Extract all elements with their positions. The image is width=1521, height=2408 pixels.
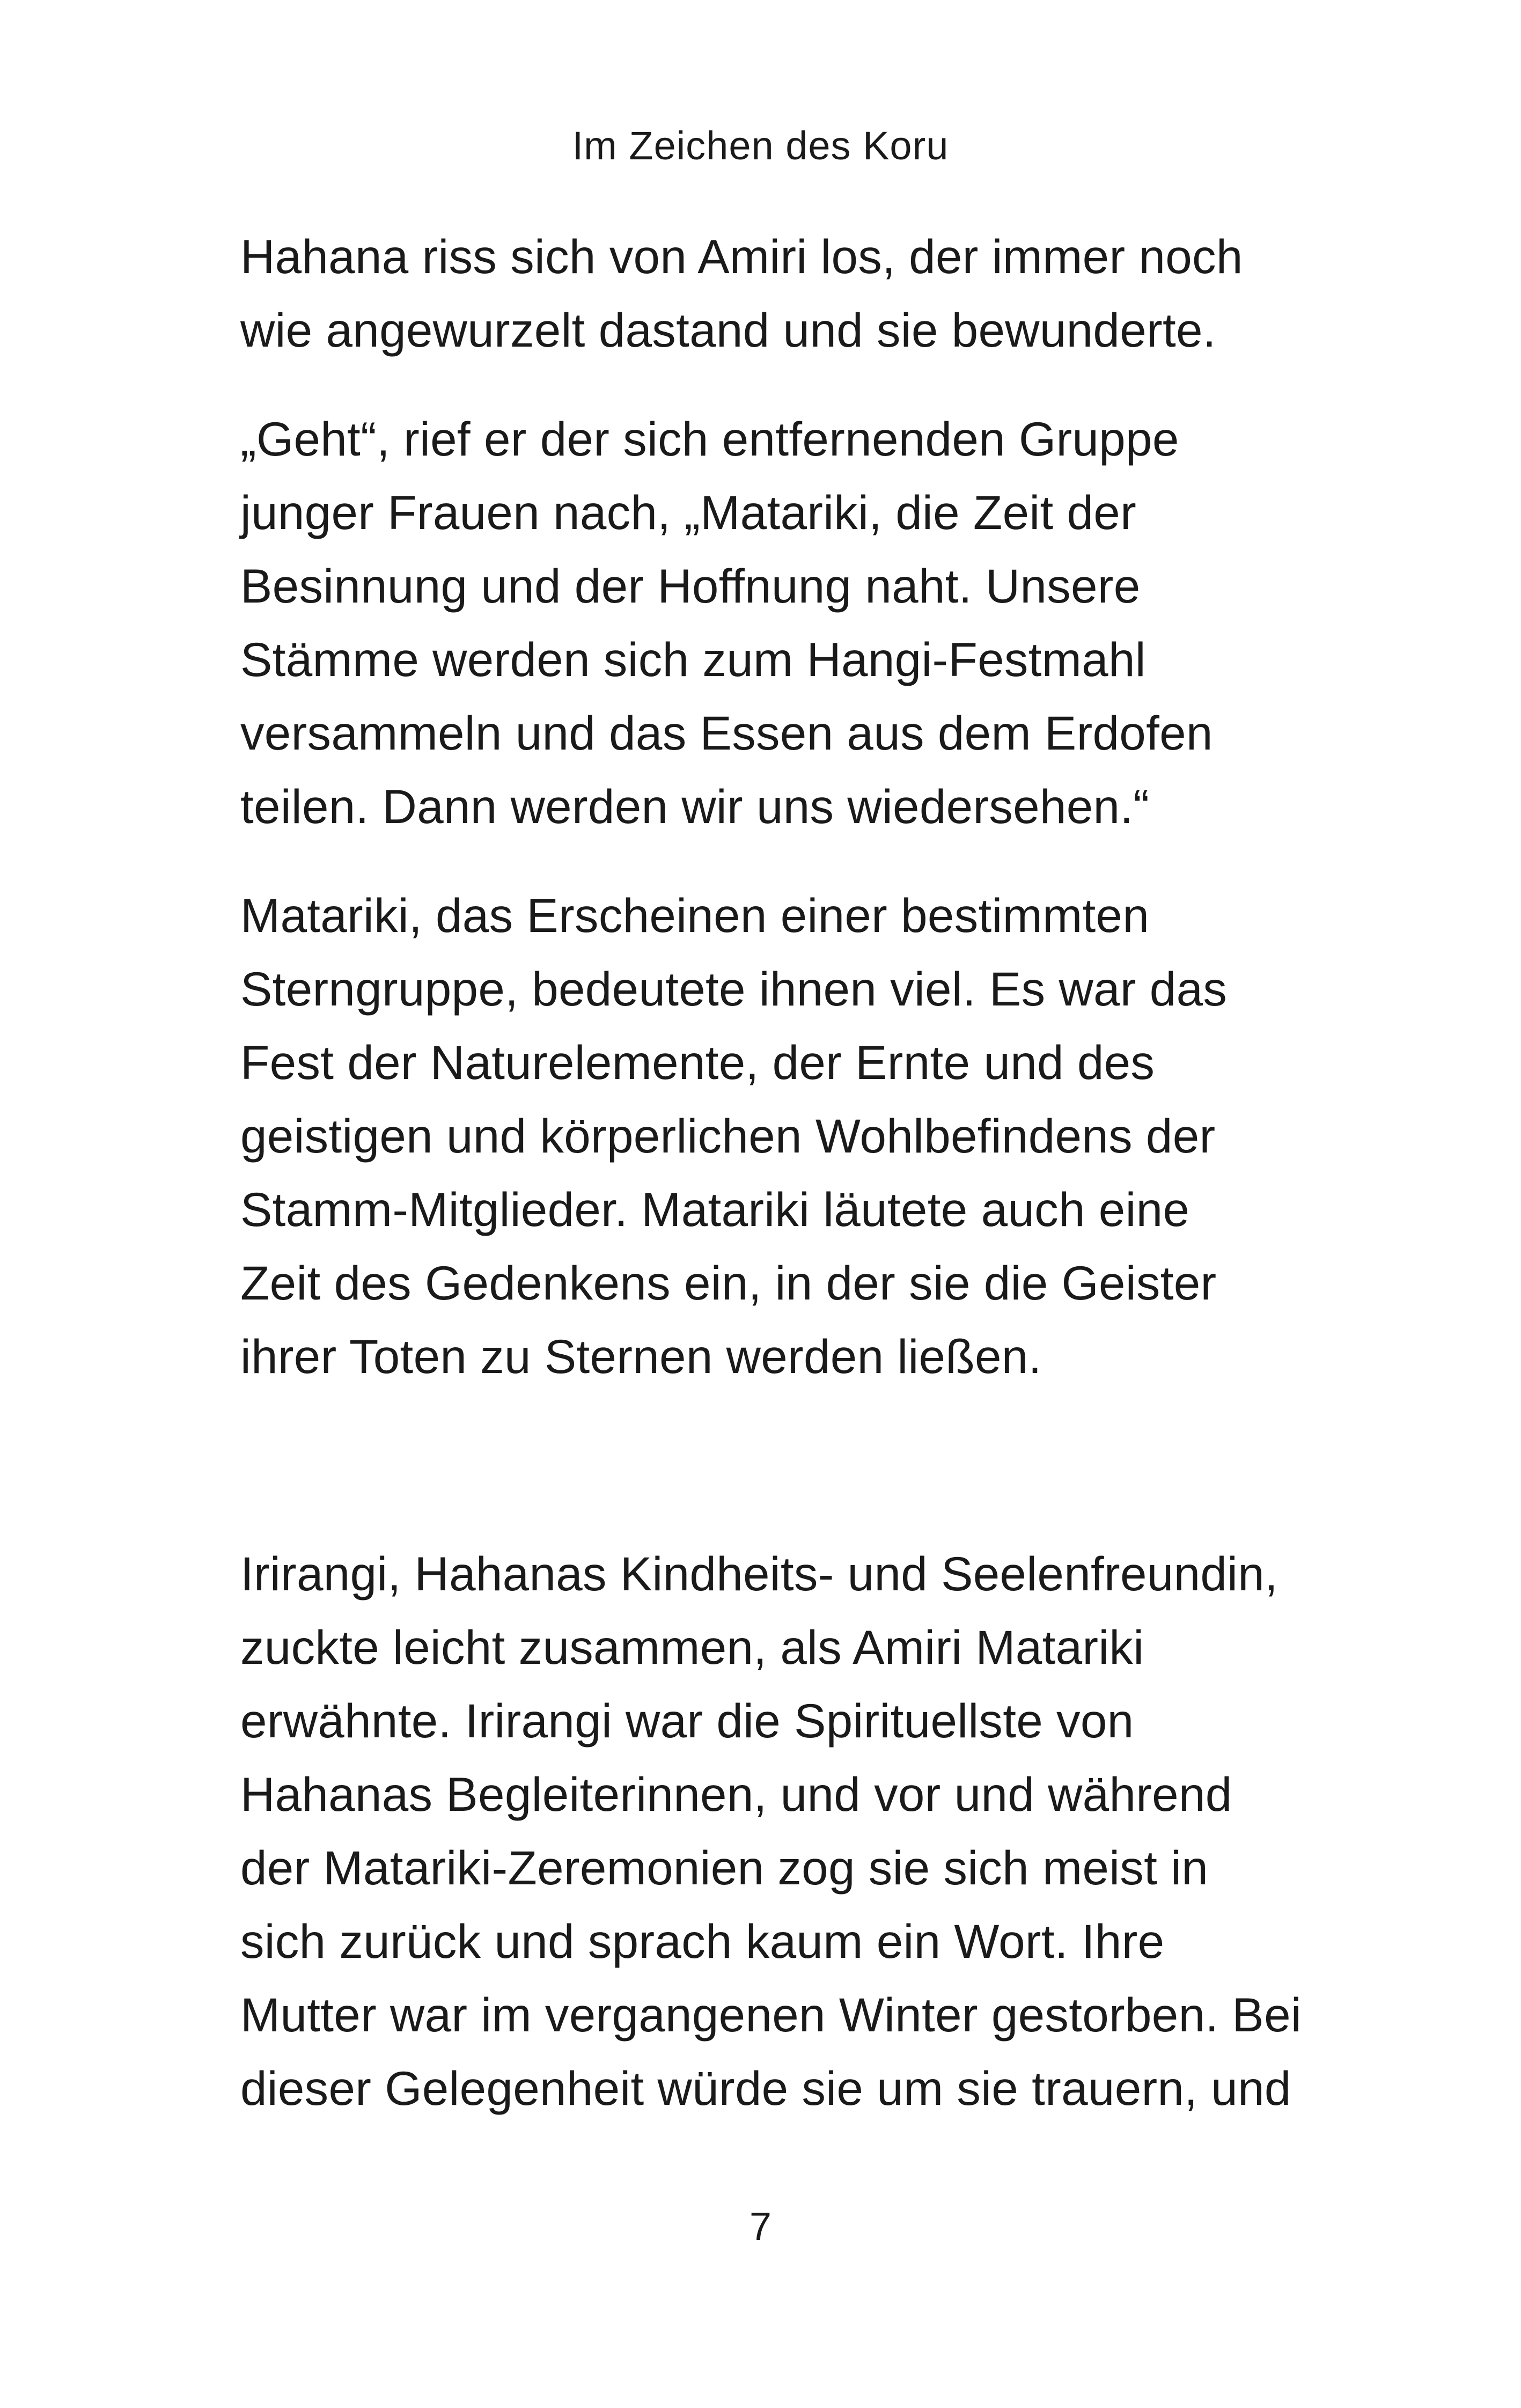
text-line: „Geht“, rief er der sich entfernenden Gruppe [240, 412, 1179, 466]
text-line: Sterngruppe, bedeutete ihnen viel. Es war das [240, 962, 1228, 1016]
text-line: erwähnte. Irirangi war die Spirituellste von [240, 1694, 1134, 1748]
body-text [240, 220, 1362, 2125]
text-line: wie angewurzelt dastand und sie bewunderte. [240, 303, 1216, 357]
text-line: junger Frauen nach, „Matariki, die Zeit der [240, 486, 1137, 539]
text-line: teilen. Dann werden wir uns wiedersehen.“ [240, 780, 1150, 833]
text-line: geistigen und körperlichen Wohlbefindens der [240, 1109, 1216, 1163]
paragraph-2 [240, 402, 1362, 843]
text-line: Fest der Naturelemente, der Ernte und des [240, 1036, 1155, 1089]
text-line: Stämme werden sich zum Hangi-Festmahl [240, 633, 1146, 686]
paragraph-3 [240, 879, 1362, 1393]
text-line: Mutter war im vergangenen Winter gestorben. Bei [240, 1988, 1302, 2042]
running-header: Im Zeichen des Koru [572, 123, 949, 168]
text-line: Hahanas Begleiterinnen, und vor und während [240, 1767, 1232, 1821]
paragraph-1 [240, 220, 1362, 367]
text-line: versammeln und das Essen aus dem Erdofen [240, 706, 1213, 760]
paragraph-4 [240, 1537, 1362, 2125]
text-line: ihrer Toten zu Sternen werden ließen. [240, 1330, 1042, 1383]
text-line: Stamm-Mitglieder. Matariki läutete auch eine [240, 1183, 1190, 1236]
text-line: dieser Gelegenheit würde sie um sie trauern, und [240, 2061, 1291, 2115]
text-line: sich zurück und sprach kaum ein Wort. Ihre [240, 1914, 1165, 1968]
text-line: Irirangi, Hahanas Kindheits- und Seelenfreundin, [240, 1547, 1278, 1601]
text-line: Matariki, das Erscheinen einer bestimmten [240, 889, 1150, 942]
page-number: 7 [749, 2204, 772, 2249]
text-line: zuckte leicht zusammen, als Amiri Matariki [240, 1620, 1144, 1674]
text-line: Hahana riss sich von Amiri los, der immer noch [240, 230, 1243, 283]
text-line: Besinnung und der Hoffnung naht. Unsere [240, 559, 1141, 613]
text-line: Zeit des Gedenkens ein, in der sie die Geister [240, 1256, 1217, 1310]
text-line: der Matariki-Zeremonien zog sie sich meist in [240, 1841, 1209, 1895]
